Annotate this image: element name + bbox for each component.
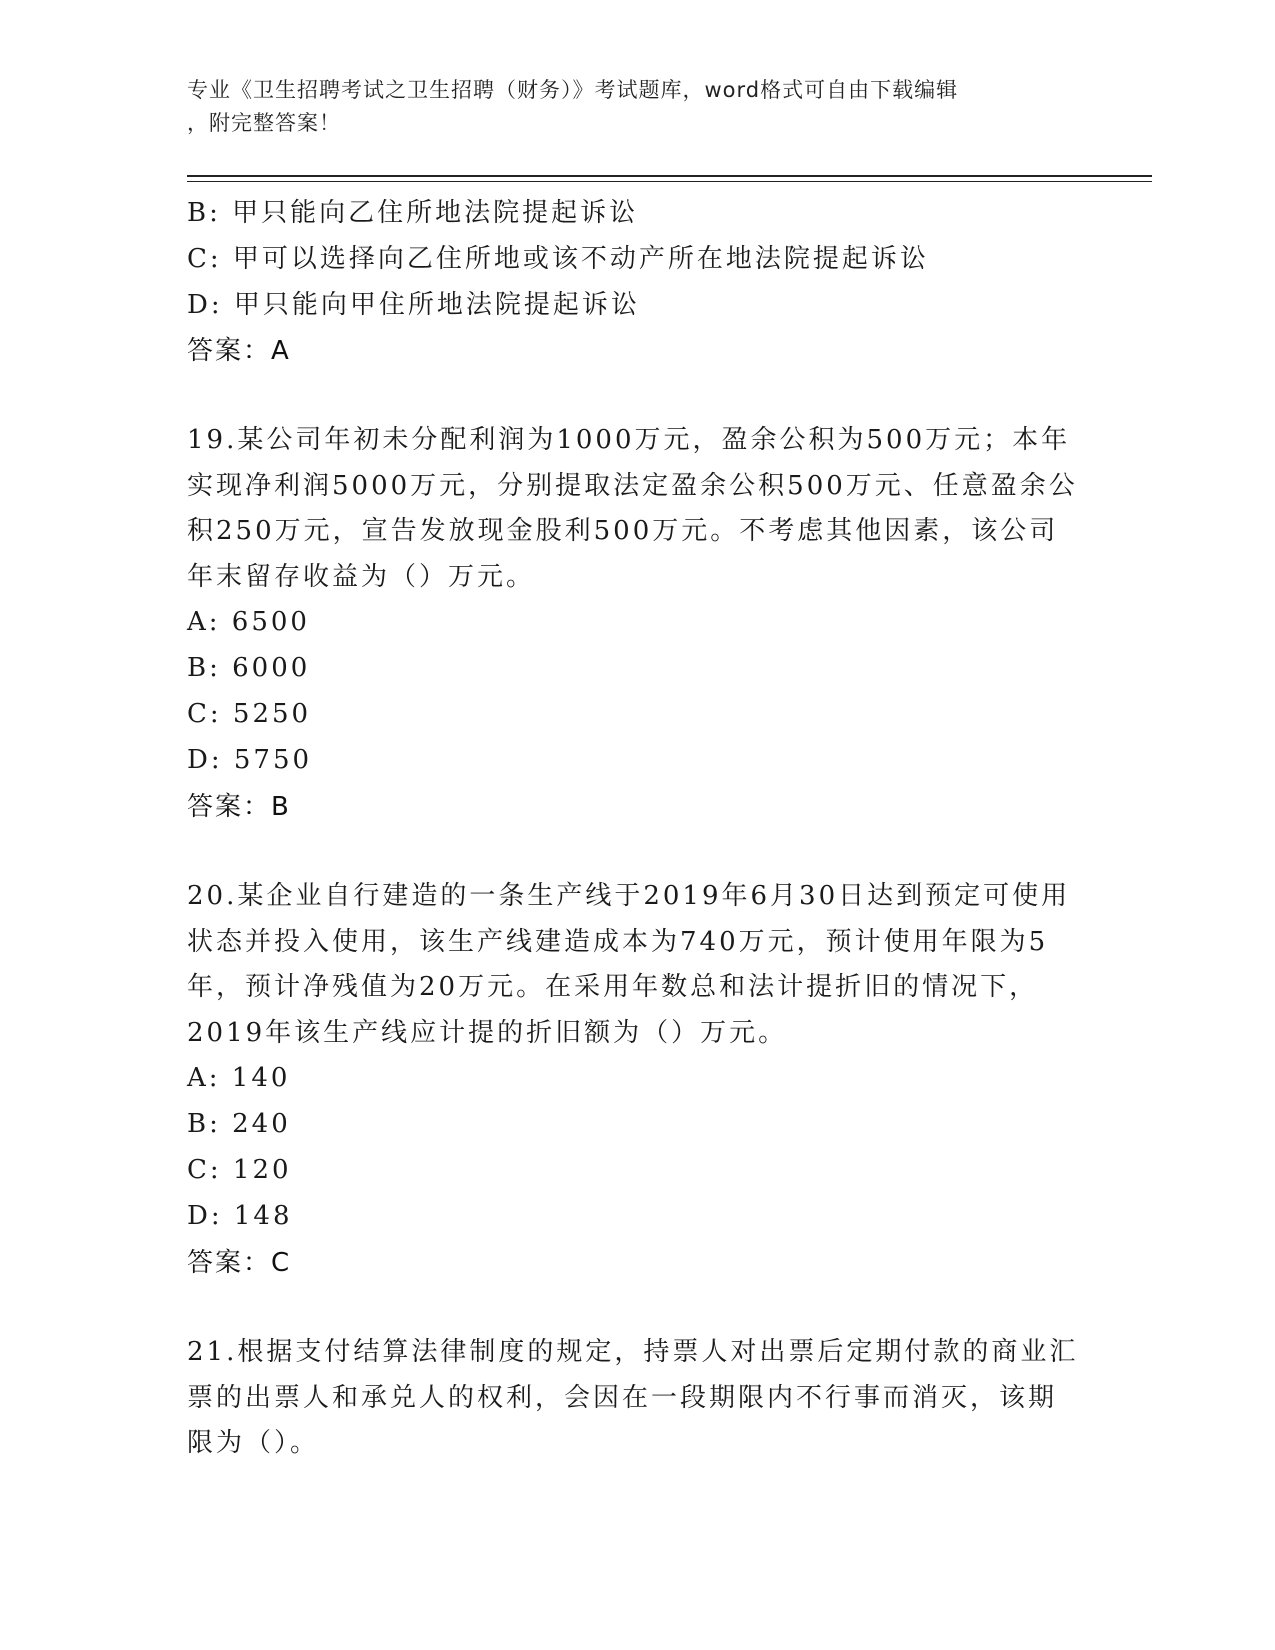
question-stem-line: 2019年该生产线应计提的折旧额为（）万元。 [187,1017,788,1048]
option-b: B: 240 [187,1109,291,1139]
question-18-tail [187,190,1077,374]
answer-label: 答案：A [187,336,291,366]
question-stem-line: 20.某企业自行建造的一条生产线于2019年6月30日达到预定可使用 [187,881,1071,911]
header-line-1: 专业《卫生招聘考试之卫生招聘（财务）》考试题库，word格式可自由下载编辑 [187,78,959,102]
option-a: A: 6500 [187,607,310,637]
header-divider-thick [187,175,1152,177]
option-b: B: 甲只能向乙住所地法院提起诉讼 [187,198,639,228]
question-content [187,190,1077,1467]
question-21 [187,1330,1077,1467]
question-stem-line: 实现净利润5000万元，分别提取法定盈余公积500万元、任意盈余公 [187,470,1078,501]
question-stem-line: 19.某公司年初未分配利润为1000万元，盈余公积为500万元；本年 [187,425,1071,455]
question-stem-line: 状态并投入使用，该生产线建造成本为740万元，预计使用年限为5 [187,926,1049,957]
question-stem-line: 票的出票人和承兑人的权利，会因在一段期限内不行事而消灭，该期 [187,1382,1058,1413]
question-stem-line: 年，预计净残值为20万元。在采用年数总和法计提折旧的情况下， [187,972,1039,1002]
question-19 [187,418,1077,830]
question-stem-line: 积250万元，宣告发放现金股利500万元。不考虑其他因素，该公司 [187,516,1059,546]
header-divider-thin [187,181,1152,182]
question-stem-line: 年末留存收益为（）万元。 [187,561,536,592]
option-a: A: 140 [187,1063,291,1093]
option-c: C: 5250 [187,699,312,729]
question-stem-line: 限为（）。 [187,1428,320,1458]
option-d: D: 甲只能向甲住所地法院提起诉讼 [187,290,640,320]
option-c: C: 120 [187,1155,292,1185]
header-line-2: ，附完整答案！ [187,111,341,135]
document-header [187,74,1067,140]
option-d: D: 148 [187,1201,293,1231]
option-d: D: 5750 [187,745,313,775]
answer-label: 答案：C [187,1248,292,1278]
answer-label: 答案：B [187,792,291,822]
option-b: B: 6000 [187,653,311,683]
question-stem-line: 21.根据支付结算法律制度的规定，持票人对出票后定期付款的商业汇 [187,1337,1079,1367]
option-c: C: 甲可以选择向乙住所地或该不动产所在地法院提起诉讼 [187,244,929,274]
question-20 [187,874,1077,1286]
